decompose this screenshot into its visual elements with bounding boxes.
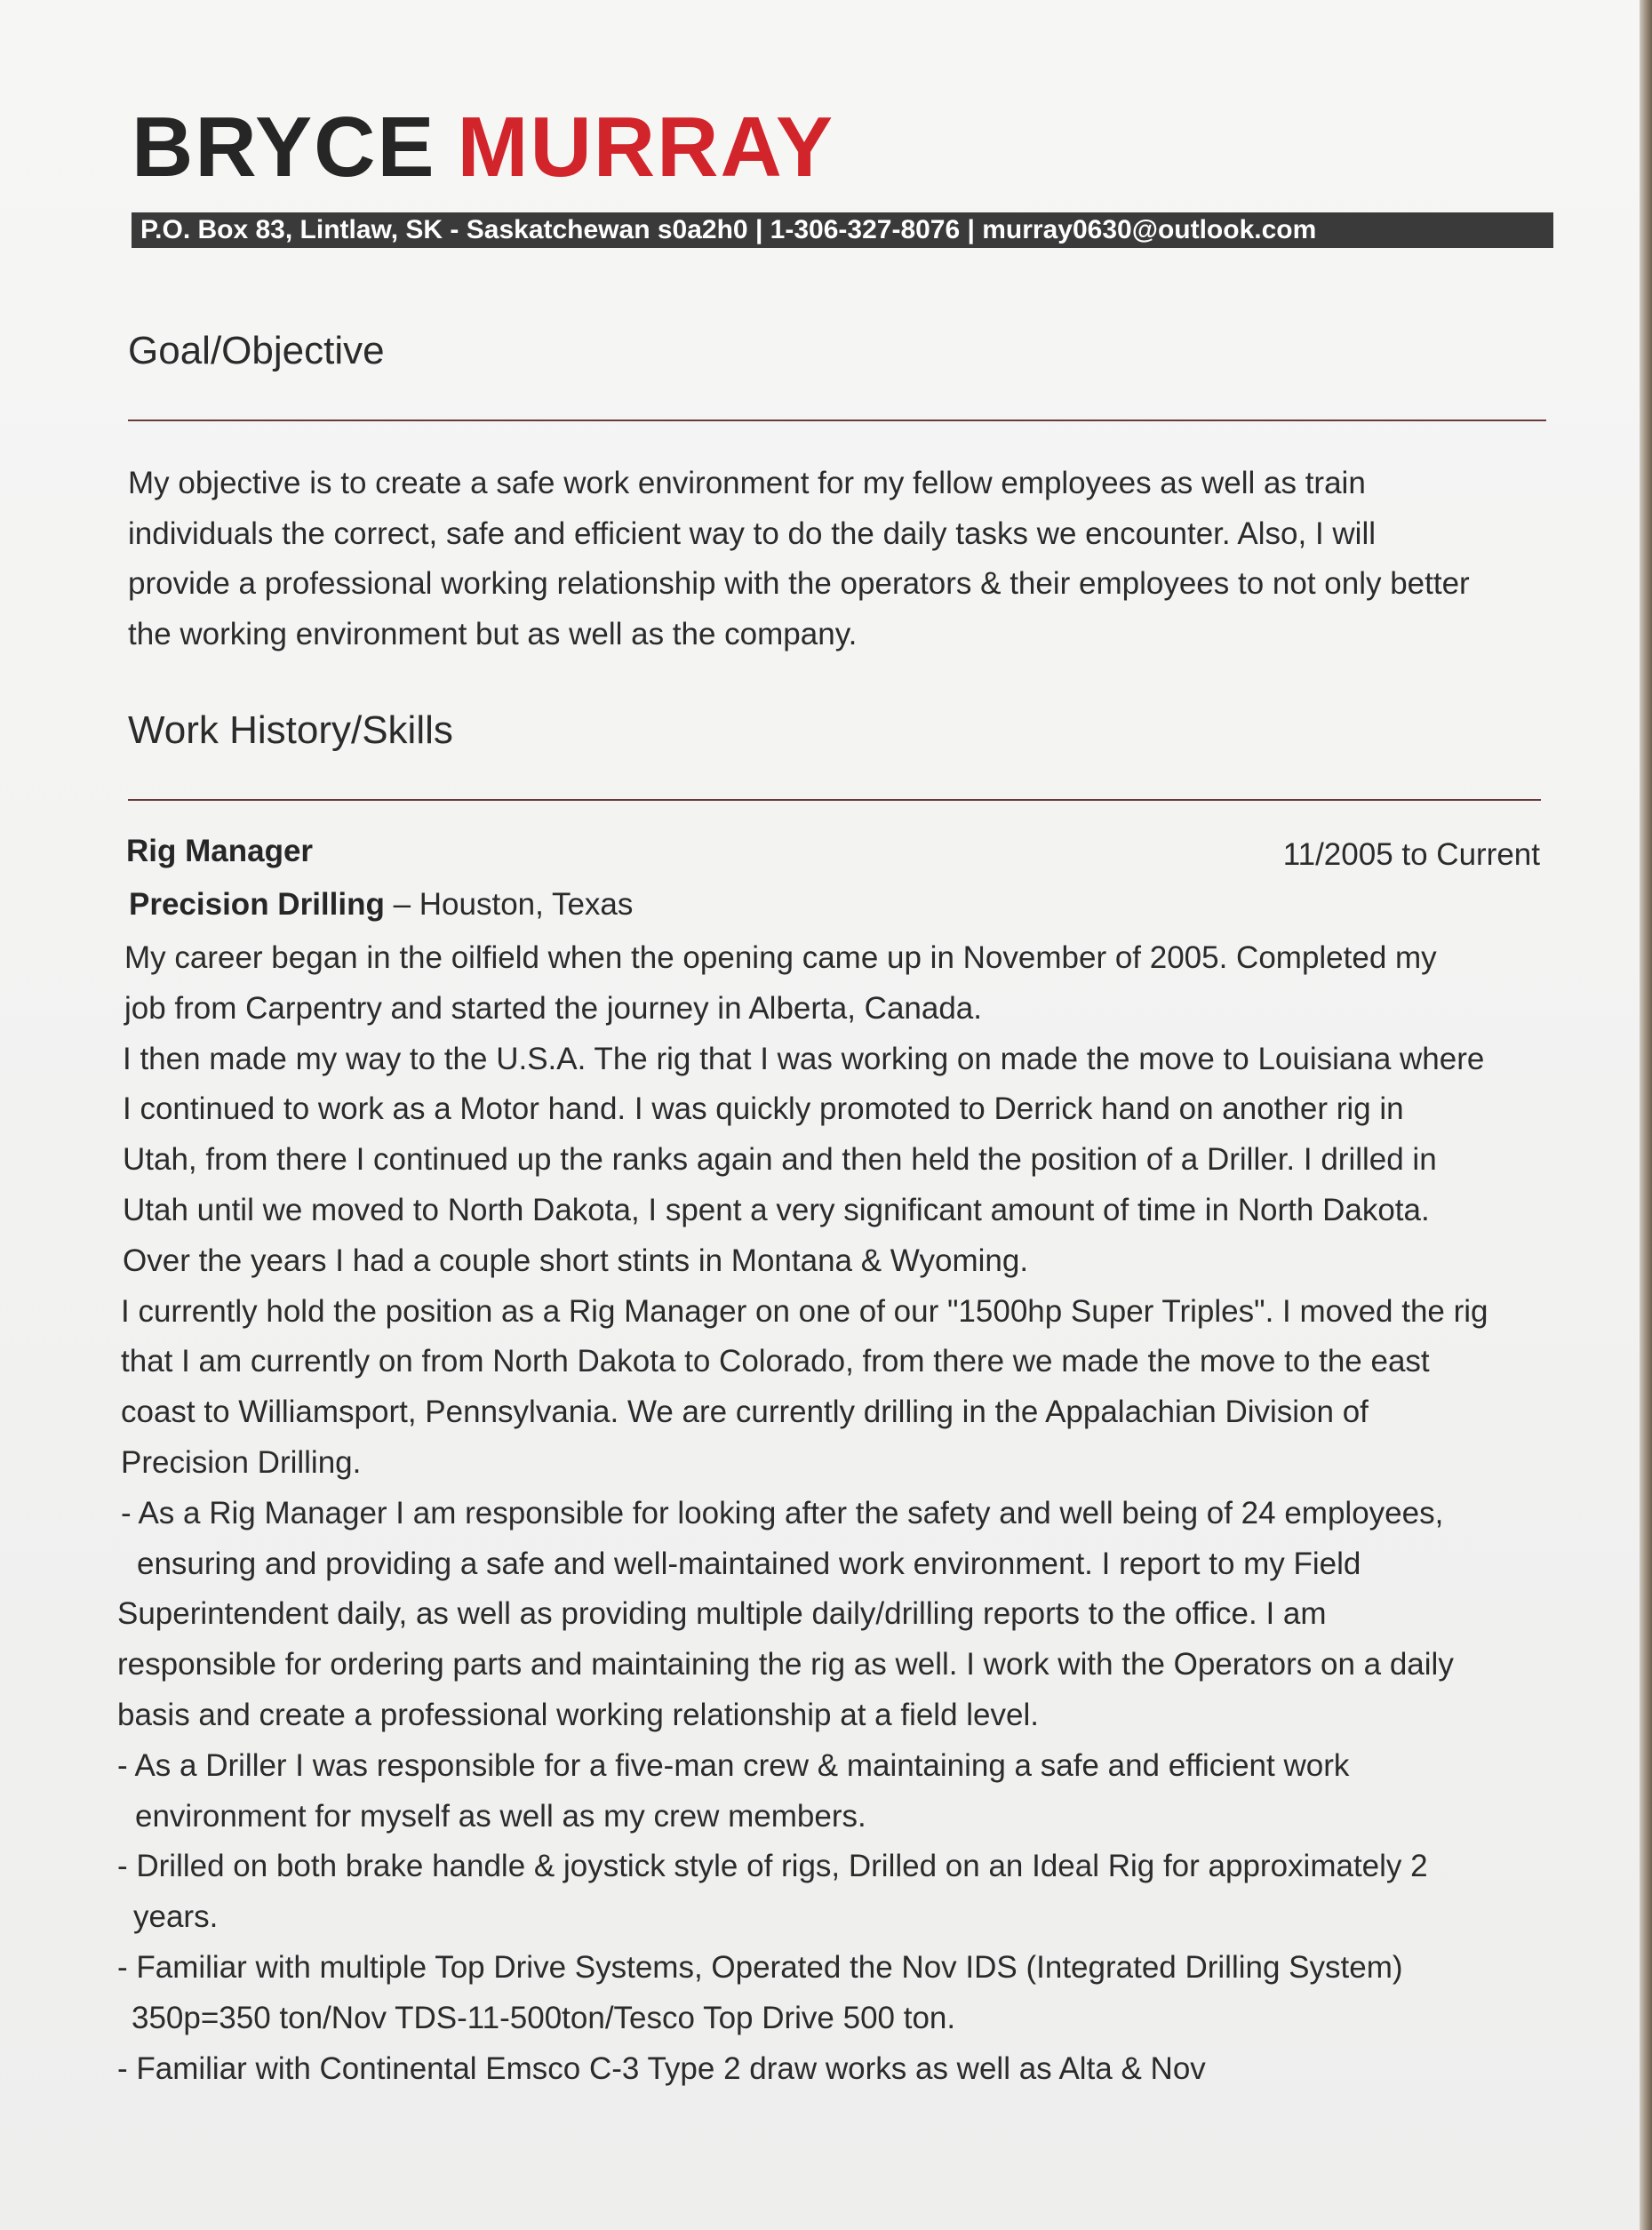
contact-bar: P.O. Box 83, Lintlaw, SK - Saskatchewan s0a2h0 | 1-306-327-8076 | murray0630@outlook.com [132,212,1553,248]
objective-line: the working environment but as well as the company. [128,616,858,651]
work-history-divider [128,799,1541,801]
job-description [117,933,1548,2094]
job-line: Precision Drilling. [121,1444,362,1480]
job-line: Over the years I had a couple short stints in Montana & Wyoming. [123,1243,1029,1278]
job-bullet: - As a Driller I was responsible for a five-man crew & maintaining a safe and efficient work [117,1747,1350,1783]
job-line: job from Carpentry and started the journey in Alberta, Canada. [124,990,982,1026]
job-line: responsible for ordering parts and maintaining the rig as well. I work with the Operators on a daily [117,1647,1454,1682]
job-bullet: - Familiar with multiple Top Drive Systems, Operated the Nov IDS (Integrated Drilling System) [117,1949,1403,1985]
job-line: My career began in the oilfield when the opening came up in November of 2005. Completed my [124,940,1437,975]
job-line: Utah, from there I continued up the ranks again and then held the position of a Driller. I drilled in [123,1142,1437,1178]
paper-edge-shadow [1640,0,1652,2230]
job-bullet: - Familiar with Continental Emsco C-3 Type 2 draw works as well as Alta & Nov [117,2050,1206,2086]
company-name: Precision Drilling [129,887,385,922]
objective-line: provide a professional working relationship with the operators & their employees to not only better [128,566,1470,601]
job-bullet: - As a Rig Manager I am responsible for looking after the safety and well being of 24 employees, [121,1495,1444,1531]
job-line: coast to Williamsport, Pennsylvania. We are currently drilling in the Appalachian Division of [121,1395,1369,1430]
job-title: Rig Manager [126,834,314,868]
job-dates: 11/2005 to Current [1282,837,1540,872]
job-line: Utah until we moved to North Dakota, I spent a very significant amount of time in North Dakota. [123,1192,1430,1227]
job-line: that I am currently on from North Dakota to Colorado, from there we made the move to the east [121,1344,1430,1379]
job-line: I currently hold the position as a Rig Manager on one of our "1500hp Super Triples". I moved the rig [121,1293,1488,1329]
objective-divider [128,420,1546,421]
first-name: BRYCE [132,100,436,195]
job-line: I continued to work as a Motor hand. I was quickly promoted to Derrick hand on another rig in [123,1091,1404,1127]
job-line: basis and create a professional working relationship at a field level. [117,1697,1039,1732]
job-company [129,887,633,923]
job-line: I then made my way to the U.S.A. The rig that I was working on made the move to Louisiana where [123,1041,1485,1076]
objective-text [128,459,1559,659]
job-line: Superintendent daily, as well as providing multiple daily/drilling reports to the office. I am [117,1596,1327,1632]
job-line: years. [133,1899,219,1935]
candidate-name [132,100,834,195]
job-bullet: - Drilled on both brake handle & joystick style of rigs, Drilled on an Ideal Rig for approximately 2 [117,1849,1428,1884]
work-history-heading: Work History/Skills [128,708,453,752]
company-location: – Houston, Texas [384,887,634,922]
objective-line: individuals the correct, safe and efficient way to do the daily tasks we encounter. Also, I will [128,516,1376,551]
objective-heading: Goal/Objective [128,329,385,372]
last-name: MURRAY [457,100,834,195]
objective-line: My objective is to create a safe work environment for my fellow employees as well as train [128,466,1366,500]
job-line: 350p=350 ton/Nov TDS-11-500ton/Tesco Top Drive 500 ton. [132,2000,956,2035]
job-line: ensuring and providing a safe and well-maintained work environment. I report to my Field [137,1546,1361,1581]
job-line: environment for myself as well as my crew members. [135,1798,866,1834]
